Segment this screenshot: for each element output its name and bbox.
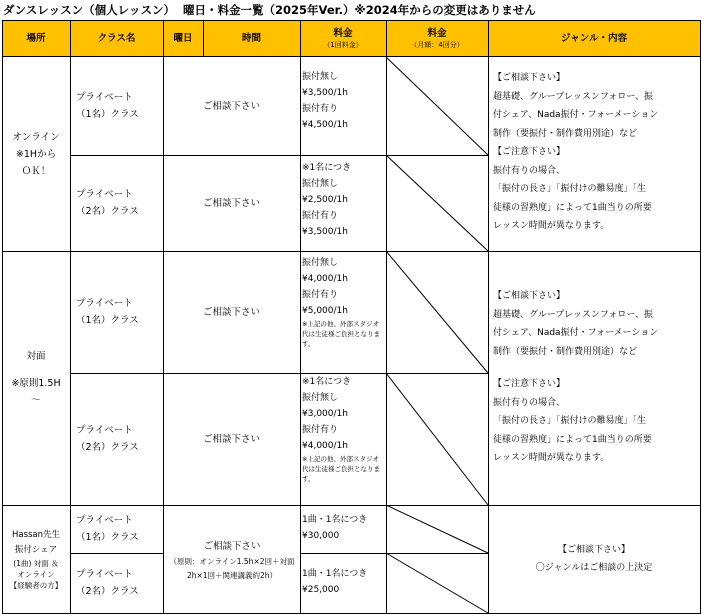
price-hassan-1: 1曲・1名につき ¥30,000	[302, 515, 368, 541]
grid-line	[163, 20, 164, 614]
title-sub: 曜日・料金一覧（2025年Ver.）	[183, 3, 355, 17]
consult-inperson-2: ご相談下さい	[202, 433, 260, 445]
grid-line	[70, 155, 488, 156]
place-hassan: Hassan先生 振付シェア (1曲) 対面 ＆ オンライン 【経験者の方】	[9, 529, 63, 590]
grid-line	[488, 20, 489, 614]
diagonal-inperson-1	[386, 251, 488, 373]
genre-inperson-2: 【ご注意下さい】 振付有りの場合、 「振付の長さ」「振付けの難易度」「生 徒様の習熟度」によって1曲当りの所要 レッスン時間が異なります。	[493, 379, 652, 463]
diagonal-inperson-2	[386, 373, 488, 505]
monthly-na-diagonals	[386, 57, 488, 505]
header-day: 曜日	[163, 21, 203, 57]
consult-hassan: ご相談下さい （原則：オンライン1.5h×2回＋対面2h×1回＋関連講義約2h）	[166, 520, 298, 600]
class-inperson-1: プライベート （1名）クラス	[76, 298, 139, 326]
consult-online-2: ご相談下さい	[202, 197, 260, 209]
diagonal-hassan-2	[386, 553, 488, 613]
grid-line	[2, 56, 700, 57]
place-online: オンライン ※1Hから ＯＫ！	[12, 131, 60, 177]
grid-line	[203, 20, 204, 57]
studio-fee-note: ※上記の他、外部スタジオ代は生徒様ご負担となります。	[302, 455, 380, 483]
price-inperson-1: 振付無し ¥4,000/1h 振付有り ¥5,000/1h ※上記の他、外部スタジオ代は生徒様ご負担となります。	[300, 255, 386, 373]
studio-fee-note: ※上記の他、外部スタジオ代は生徒様ご負担となります。	[302, 320, 380, 348]
grid-line	[70, 373, 488, 374]
grid-line	[300, 20, 301, 614]
grid-line	[2, 20, 700, 21]
class-hassan-1: プライベート （1名）クラス	[76, 515, 139, 543]
grid-line	[70, 20, 71, 614]
page-title	[3, 1, 536, 19]
header-place: 場所	[2, 21, 70, 57]
class-hassan-2: プライベート （2名）クラス	[76, 569, 139, 597]
genre-online: 【ご相談下さい】 超基礎、グループレッスンフォロー、振 付シェア、Nada振付・フォーメーション 制作（要振付・制作費用別途）など 【ご注意下さい】 振付有りの場合、 「振付の長さ」「振付けの難易度」「生 徒様の習熟度」によって1曲当りの所要 レッスン時間が異なります。	[493, 73, 659, 231]
class-inperson-2: プライベート （2名）クラス	[76, 425, 139, 453]
grid-line	[2, 251, 700, 252]
header-fee: 料金 （1回料金）	[300, 21, 386, 57]
grid-line	[386, 20, 387, 614]
consult-hassan-note: （原則：オンライン1.5h×2回＋対面2h×1回＋関連講義約2h）	[169, 556, 295, 580]
price-inperson-2: ※1名につき 振付無し ¥3,000/1h 振付有り ¥4,000/1h ※上記の他、外部スタジオ代は生徒様ご負担となります。	[300, 374, 386, 505]
consult-online-1: ご相談下さい	[202, 100, 260, 112]
diagonal-online-1	[386, 57, 488, 155]
class-online-1: プライベート （1名）クラス	[76, 92, 139, 120]
header-class: クラス名	[70, 21, 163, 57]
price-hassan-2: 1曲・1名につき ¥25,000	[302, 569, 368, 595]
title-note: ※2024年からの変更はありません	[354, 3, 536, 17]
grid-line	[2, 505, 700, 506]
title-main: ダンスレッスン（個人レッスン）	[3, 3, 176, 17]
grid-line	[700, 20, 701, 614]
consult-inperson-1: ご相談下さい	[202, 306, 260, 318]
grid-line	[2, 20, 3, 614]
grid-line	[70, 553, 163, 554]
diagonal-online-2	[386, 155, 488, 251]
header-genre: ジャンル・内容	[488, 21, 700, 57]
grid-line	[300, 553, 488, 554]
header-monthly: 料金 （月額：4回分）	[386, 21, 488, 57]
price-online-1: 振付無し ¥3,500/1h 振付有り ¥4,500/1h	[302, 72, 348, 130]
genre-inperson-1: 【ご相談下さい】 超基礎、グループレッスンフォロー、振 付シェア、Nada振付・フォーメーション 制作（要振付・制作費用別途）など	[493, 291, 659, 357]
grid-line	[2, 613, 700, 614]
header-time: 時間	[203, 21, 300, 57]
diagonal-hassan-1	[386, 505, 488, 553]
class-online-2: プライベート （2名）クラス	[76, 189, 139, 217]
genre-hassan: 【ご相談下さい】 〇ジャンルはご相談の上決定	[535, 545, 653, 573]
place-inperson: 対面 ※原則1.5H ～	[11, 350, 61, 406]
price-online-2: ※1名につき 振付無し ¥2,500/1h 振付有り ¥3,500/1h	[302, 163, 352, 237]
monthly-na-diagonals-hassan	[386, 505, 488, 613]
